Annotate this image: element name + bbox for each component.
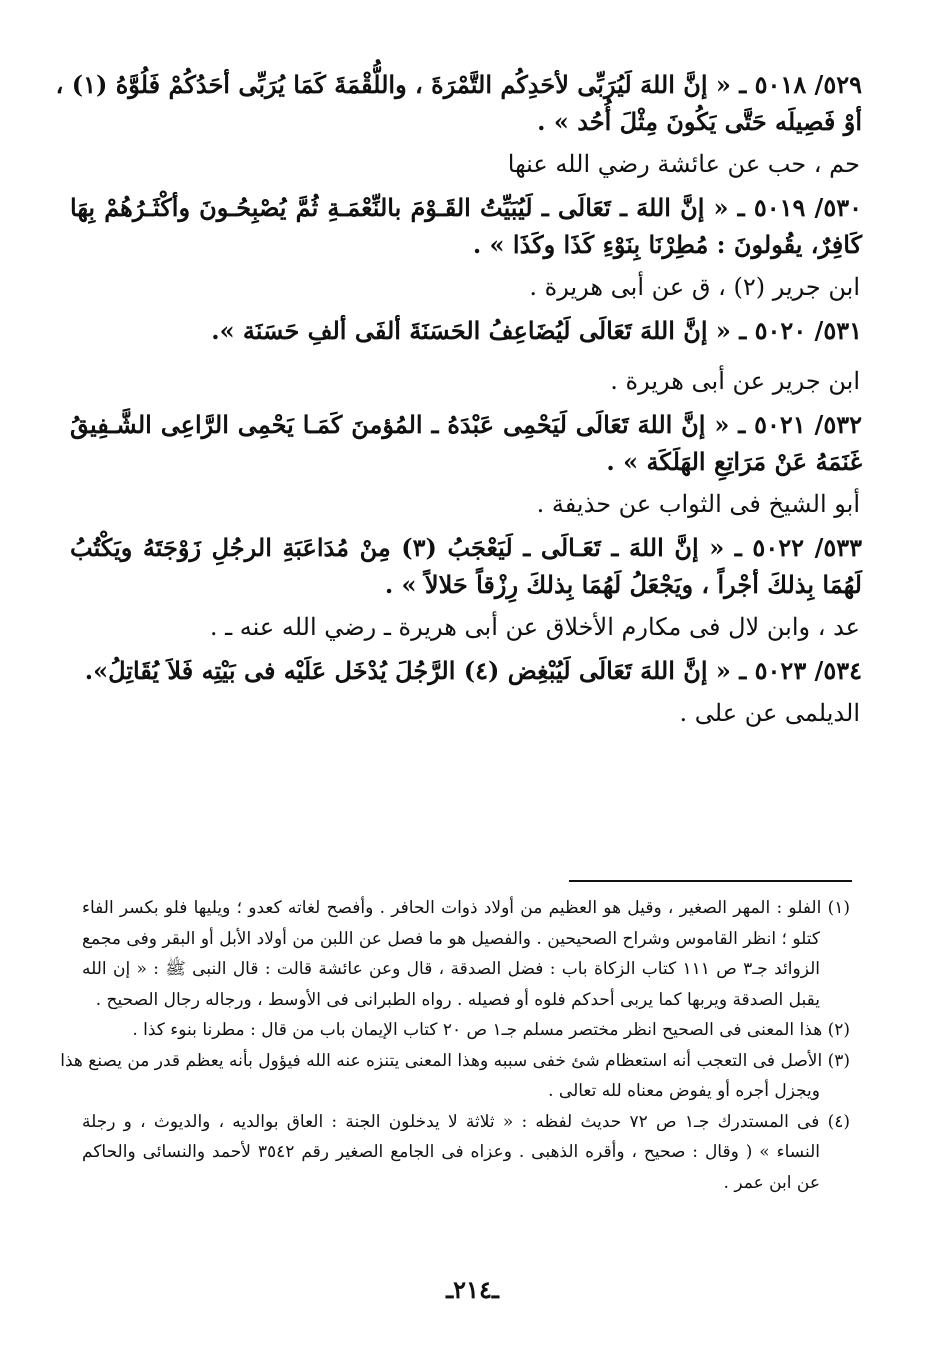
hadith-line: كَافِرٌ، يقُولونَ : مُطِرْنَا بِنَوْءِ كَذَا وكَذَا » . [472,230,862,259]
hadith-entry [70,652,862,689]
footnote-line: النساء » ( وقال : صحيح ، وأقره الذهبى . وعزاه فى الجامع الصغير رقم ٣٥٤٢ لأحمد والنسائى والحاكم [82,1142,820,1162]
hadith-line: ٥٣١/ ٥٠٢٠ ـ « إنَّ اللهَ تَعَالَى لَيُضَاعِفُ الحَسَنَةَ ألفَى ألفِ حَسَنَة ». [211,316,862,345]
hadith-line: ٥٣٠/ ٥٠١٩ ـ « إنَّ اللهَ ـ تَعَالَى ـ لَيُبَيِّتُ القَـوْمَ بالنِّعْمَـةِ ثُمَّ يُصْبِحُـونَ وأكْثَـرُهُمْ بِهَا [70,193,862,222]
source-line: الديلمى عن على . [679,699,860,727]
main-text [55,60,863,732]
hadith-source [70,609,862,646]
footnote-line: كتلو ؛ انظر القاموس وشراح الصحيحين . والفصيل هو ما فصل عن اللبن من أولاد الأبل أو البقر وفى مجمع [82,928,820,949]
source-line: ابن جرير (٢) ، ق عن أبى هريرة . [529,273,860,301]
footnote-line: الزوائد جـ٣ ص ١١١ كتاب الزكاة باب : فضل الصدقة ، قال وعن عائشة قالت : قال النبى ﷺ : « إن الله [82,959,820,979]
hadith-line: لَهُمَا بِذلكَ أجْراً ، ويَجْعَلُ لَهُمَا بِذلكَ رِزْقاً حَلالاً » . [384,570,862,599]
hadith-entry [70,312,862,349]
hadith-source [70,363,862,400]
hadith-source [70,486,862,523]
hadith-line: غَنَمَهُ عَنْ مَرَاتِعِ الهَلَكَة » . [606,447,862,476]
footnote-line: يقبل الصدقة ويربها كما يربى أحدكم فلوه أو فصيله . رواه الطبرانى فى الأوسط ، ورجاله رجال الصحيح . [95,989,820,1010]
hadith-entry [70,529,862,603]
page-number: ـ٢١٤ـ [446,1275,499,1304]
footnote-separator [569,880,852,882]
footnote [82,1015,850,1046]
hadith-entry [55,66,862,140]
hadith-line: أوْ فَصِيلَه حَتَّى يَكُونَ مِثْلَ أُحُد » . [537,107,862,136]
hadith-entry [70,406,862,480]
footnote-line: (٢) هذا المعنى فى الصحيح انظر مختصر مسلم جـ١ ص ٢٠ كتاب الإيمان باب من قال : مطرنا بنوء كذا . [132,1020,850,1040]
source-line: أبو الشيخ فى الثواب عن حذيفة . [536,490,860,518]
footnote-line: (٤) فى المستدرك جـ١ ص ٧٢ حديث لفظه : « ثلاثة لا يدخلون الجنة : العاق بوالديه ، والديوث ، و رجلة [82,1111,850,1132]
footnote-line: (١) الفلو : المهر الصغير ، وقيل هو العظيم من أولاد ذوات الحافر . وأفصح لغاته كعدو ؛ ويليها فلو بكسر الفاء [82,898,850,918]
source-line: حم ، حب عن عائشة رضي الله عنها [507,150,860,178]
hadith-entry [70,189,862,263]
hadith-line: ٥٣٣/ ٥٠٢٢ ـ « إنَّ اللهَ ـ تَعَـالَى ـ لَيَعْجَبُ (٣) مِنْ مُدَاعَبَةِ الرجُلِ زَوْجَتَهُ ويَكْتُبُ [70,533,863,562]
footnote [82,893,850,1015]
hadith-line: ٥٢٩/ ٥٠١٨ ـ « إنَّ اللهَ لَيُرَبِّى لأحَدِكُم التَّمْرَةَ ، واللُّقْمَةَ كَمَا يُرَبِّى أحَدُكُمْ فَلُوَّهُ (١) ، [55,70,862,99]
footnote-line: (٣) الأصل فى التعجب أنه استعظام شئ خفى سببه وهذا المعنى يتنزه عنه الله فيؤول بأنه يعظم قدر من يصنع هذا [60,1050,850,1071]
source-line: عد ، وابن لال فى مكارم الأخلاق عن أبى هريرة ـ رضي الله عنه ـ . [209,613,860,641]
footnote [82,1107,850,1199]
source-line: ابن جرير عن أبى هريرة . [610,367,860,395]
footnote-line: عن ابن عمر . [723,1172,820,1193]
hadith-source [70,146,862,183]
footnote-line: ويجزل أجره أو يفوض معناه لله تعالى . [548,1081,820,1101]
hadith-source [70,695,862,732]
hadith-line: ٥٣٢/ ٥٠٢١ ـ « إنَّ اللهَ تَعَالَى لَيَحْمِى عَبْدَهُ ـ المُؤمنَ كَمَـا يَحْمِى الرَّاعِى الشَّـفِيقُ [70,410,862,439]
hadith-line: ٥٣٤/ ٥٠٢٣ ـ « إنَّ اللهَ تَعَالَى لَيُبْغِض (٤) الرَّجُلَ يُدْخَل عَلَيْه فى بَيْتِه فَلاَ يُقَاتِلُ». [84,656,862,685]
footnotes [60,893,850,1198]
footnote [60,1046,850,1107]
hadith-source [70,269,862,306]
